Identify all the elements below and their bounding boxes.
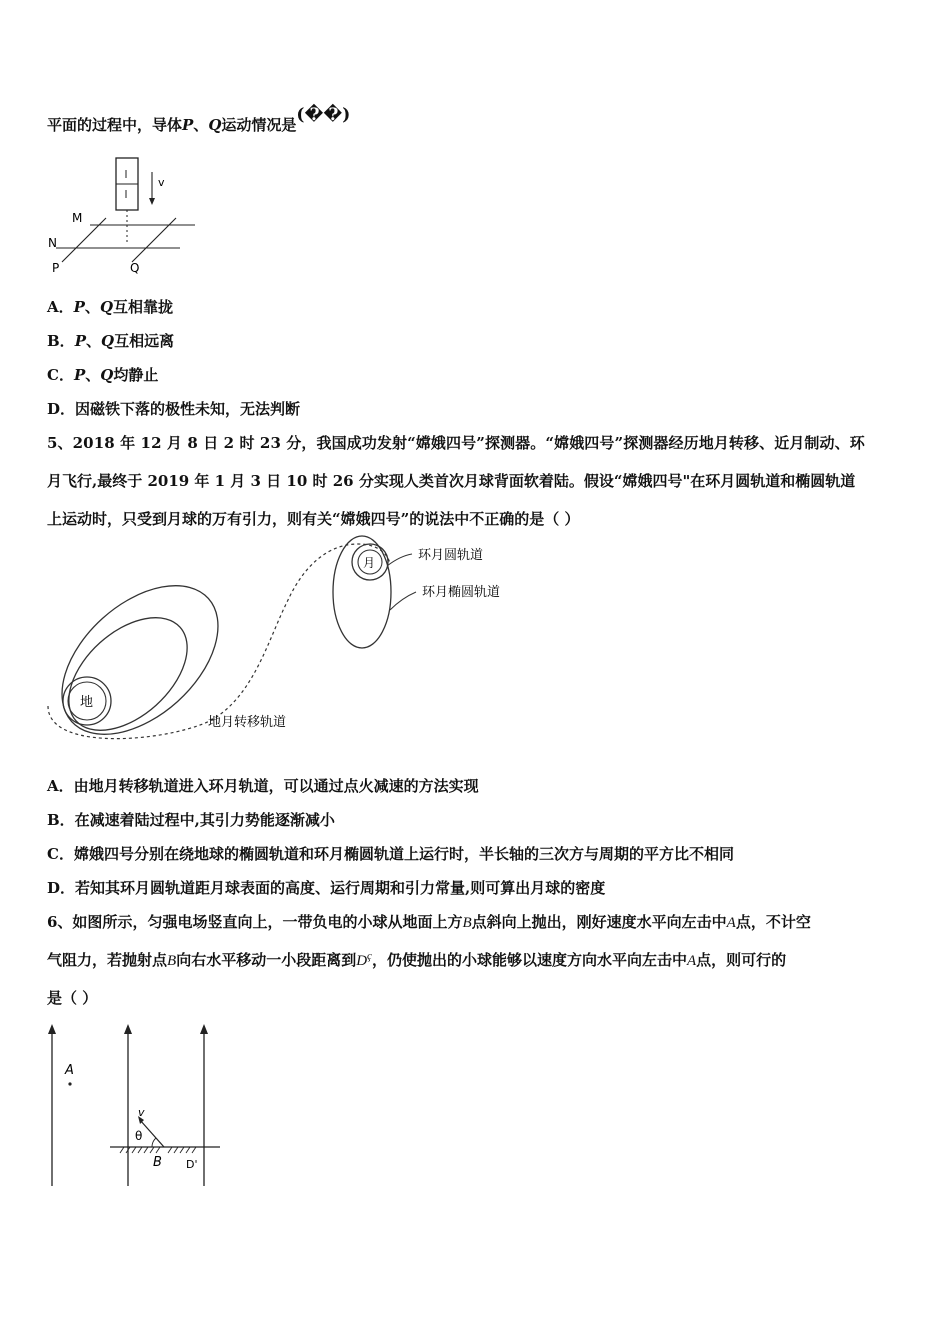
q4-option-a [47, 296, 173, 317]
q4-c-p: P [73, 366, 86, 384]
point-b-label: B [153, 1155, 162, 1170]
q4-stem-paren: (��) [296, 105, 351, 125]
ellipse-orbit-label: 环月椭圆轨道 [422, 585, 501, 600]
q6-l1-part2: 点斜向上抛出，刚好速度水平向左击中 [471, 913, 727, 931]
point-a-label: A [65, 1063, 74, 1078]
label-p: P [52, 261, 60, 275]
label-n: N [48, 236, 57, 250]
q4-b-text: 互相远离 [114, 332, 175, 350]
q6-l2-prime: ç [367, 950, 372, 962]
earth-orbit-outer [34, 557, 246, 763]
q6-l2-part4: 点，则可行的 [696, 951, 787, 969]
q4-stem [47, 105, 351, 135]
q4-option-d [47, 398, 300, 419]
transfer-orbit-label: 地月转移轨道 [208, 715, 287, 730]
q5-stem-line-2: 月飞行,最终于 2019 年 1 月 3 日 10 时 26 分实现人类首次月球背面软着陆。假设“嫦娥四号"在环月圆轨道和椭圆轨道 [47, 472, 856, 490]
velocity-vector [140, 1120, 164, 1147]
q4-a-p: P [73, 298, 85, 316]
q4-b-sep: 、 [85, 332, 101, 350]
q5-option-b: B．在减速着陆过程中,其引力势能逐渐减小 [47, 811, 335, 829]
q4-c-text: 均静止 [113, 366, 159, 384]
transfer-orbit [48, 544, 390, 739]
q4-b-p: P [74, 332, 86, 350]
q6-l1-b: B [462, 915, 472, 931]
q4-b-letter: B． [47, 332, 75, 350]
q6-stem-line-3: 是（ ） [47, 989, 98, 1007]
q6-l1-part1: 6、如图所示，匀强电场竖直向上，一带负电的小球从地面上方 [47, 913, 463, 931]
point-d-label: D' [186, 1158, 198, 1171]
label-m: M [72, 211, 83, 225]
point-a [68, 1082, 71, 1085]
q5-option-a: A．由地月转移轨道进入环月轨道，可以通过点火减速的方法实现 [47, 777, 479, 795]
q6-stem-line-2 [47, 949, 786, 970]
q4-stem-p: P [182, 116, 194, 134]
q5-option-c: C．嫦娥四号分别在绕地球的椭圆轨道和环月椭圆轨道上运行时，半长轴的三次方与周期的平方比不相同 [47, 845, 734, 863]
q4-stem-text: 平面的过程中，导体 [47, 116, 183, 134]
q6-l2-part3: ，仍使抛出的小球能够以速度方向水平向左击中 [371, 951, 687, 969]
q6-l2-part2: 向右水平移动一小段距离到 [176, 951, 357, 969]
q4-a-letter: A． [47, 298, 74, 316]
label-q: Q [130, 261, 140, 275]
q5-orbit-figure [40, 540, 540, 745]
q4-b-q: Q [100, 332, 115, 350]
rod-p [62, 218, 106, 262]
q4-option-c [47, 364, 158, 385]
q4-stem-sep: 、 [193, 116, 209, 134]
earth-orbit-middle [48, 596, 208, 752]
q6-l2-b: B [167, 953, 177, 969]
ground-hatching [120, 1147, 196, 1153]
q4-stem-q: Q [208, 116, 222, 134]
q5-stem-line-3: 上运动时，只受到月球的万有引力，则有关“嫦娥四号”的说法中不正确的是（ ） [47, 510, 580, 528]
q4-option-b [47, 330, 174, 351]
earth-label: 地 [80, 695, 94, 710]
moon-label: 月 [363, 556, 376, 570]
angle-arc [152, 1138, 156, 1147]
q6-l2-a: A [686, 953, 697, 969]
q4-c-letter: C． [47, 366, 74, 384]
v-label: v [138, 1106, 145, 1119]
q4-c-q: Q [100, 366, 114, 384]
q4-a-q: Q [99, 298, 114, 316]
q4-a-text: 互相靠拢 [113, 298, 174, 316]
q4-a-sep: 、 [84, 298, 100, 316]
v-label: v [158, 176, 165, 189]
circular-orbit-label: 环月圆轨道 [418, 548, 484, 563]
q4-figure [40, 150, 210, 280]
leader-ellipse [390, 592, 416, 610]
q6-field-figure [40, 1020, 230, 1192]
q6-stem-line-1 [47, 911, 811, 932]
theta-label: θ [135, 1129, 143, 1143]
q4-c-sep: 、 [85, 366, 101, 384]
q4-d-text: 因磁铁下落的极性未知，无法判断 [75, 400, 301, 418]
leader-circular [387, 554, 412, 566]
q5-option-d: D．若知其环月圆轨道距月球表面的高度、运行周期和引力常量,则可算出月球的密度 [47, 879, 606, 897]
q6-l2-part1: 气阻力，若抛射点 [47, 951, 168, 969]
q6-l1-part3: 点，不计空 [735, 913, 811, 931]
q6-l2-d: D [356, 953, 368, 969]
q5-stem-line-1: 5、2018 年 12 月 8 日 2 时 23 分，我国成功发射“嫦娥四号”探测器。“嫦娥四号”探测器经历地月转移、近月制动、环 [47, 434, 865, 452]
q4-d-letter: D． [47, 400, 76, 418]
q6-l1-a: A [726, 915, 736, 931]
q4-stem-suffix: 运动情况是 [221, 116, 297, 134]
